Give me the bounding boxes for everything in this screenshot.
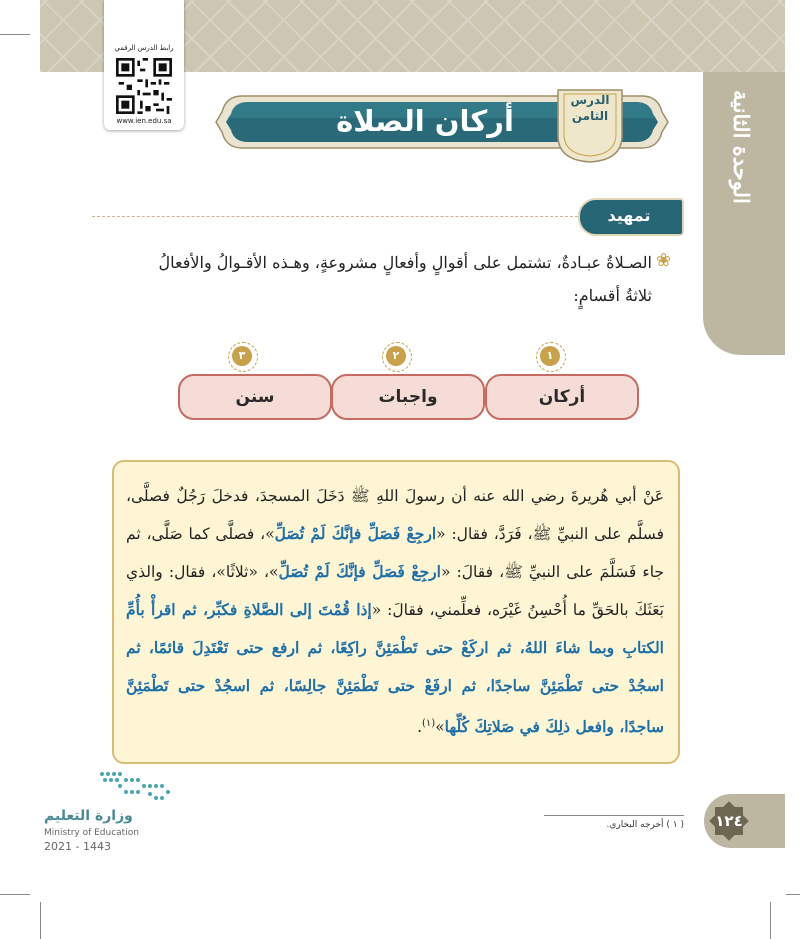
crop-mark [40, 902, 41, 939]
qr-url[interactable]: www.ien.edu.sa [116, 117, 172, 125]
flower-bullet-icon: ❀ [656, 250, 672, 271]
crop-mark [0, 34, 30, 35]
qr-caption: رابط الدرس الرقمي [114, 44, 174, 52]
section-heading: تمهيد [607, 206, 651, 225]
lesson-badge-line2: الثامن [571, 109, 609, 123]
edition-year: 2021 - 1443 [44, 840, 111, 853]
category-sunan: سنن [178, 374, 332, 420]
hadith-quote: إذا قُمْتَ إلى الصَّلاةِ فكبِّر، ثم اقرأْ بأُمِّ الكتابِ وبما شاءَ اللهُ، ثم اركَعْ حتى تَطْمَئِنَّ راكِعًا، ثم ارفع حتى تَعْتَدِلَ قائمًا، ثم اسجُدْ حتى تَطْمَئِنَّ ساجدًا، ثم ارفَعْ حتى تَطْمَئِنَّ جالِسًا، ثم اسجُدْ حتى تَطْمَئِنَّ ساجدًا، وافعل ذلِكَ في صَلاتِكَ كُلِّها [126, 600, 664, 737]
hadith-text [126, 478, 664, 746]
hadith-part: »، فصلَّى كما صَلَّى، ثم جاء فَسَلَّمَ على النبيِّ ﷺ، فقالَ: « [126, 525, 664, 581]
footnote-reference: (١) [422, 718, 436, 729]
intro-line-1: الصـلاةُ عبـادةٌ، تشتمل على أقوالٍ وأفعالٍ مشروعةٍ، وهـذه الأقـوالُ والأفعالُ [158, 253, 652, 272]
hadith-part: »، «ثلاثًا»، فقال: والذي بَعَثَكَ بالحَقِّ ما أُحْسِنُ غَيْرَه، فعلِّمني، فقالَ: « [126, 563, 664, 619]
qr-code-icon[interactable] [116, 58, 172, 114]
ministry-name-en: Ministry of Education [44, 828, 139, 838]
category-number: ٢ [386, 346, 406, 366]
lesson-badge-line1: الدرس [570, 93, 610, 107]
section-divider [92, 216, 578, 217]
ministry-logo-icon [96, 770, 174, 804]
crop-mark [0, 894, 30, 895]
page-number: ١٢٤ [715, 812, 743, 830]
footnote-rule [544, 815, 684, 816]
hadith-part: . [417, 718, 422, 737]
category-number: ٣ [232, 346, 252, 366]
hadith-part: » [435, 718, 445, 737]
category-wajibat: واجبات [331, 374, 485, 420]
lesson-badge-text [556, 92, 624, 124]
lesson-title: أركان الصلاة [336, 104, 514, 138]
crop-mark [770, 902, 771, 939]
hadith-quote: ارجِعْ فَصَلِّ فإنَّكَ لَمْ تُصَلِّ [274, 524, 437, 543]
intro-line-2: ثلاثةُ أقسامٍ: [573, 286, 652, 305]
intro-paragraph [112, 246, 682, 312]
footnote: ( ١ ) أخرجه البخاري. [606, 820, 684, 830]
category-number: ١ [540, 346, 560, 366]
unit-tab-label: الوحدة الثانية [729, 90, 754, 204]
category-arkan: أركان [485, 374, 639, 420]
hadith-part: عَنْ أبي هُريرةَ رضي الله عنه أن رسولَ اللهِ ﷺ دَخَلَ المسجدَ، فدخلَ رَجُلٌ فصلَّى، فسلَّم على النبيِّ ﷺ، فَرَدَّ، فقال: « [126, 487, 664, 543]
ministry-name-ar: وزارة التعليم [44, 808, 133, 824]
hadith-quote: ارجِعْ فَصَلِّ فإنَّكَ لَمْ تُصَلِّ [278, 562, 441, 581]
crop-mark [786, 894, 800, 895]
